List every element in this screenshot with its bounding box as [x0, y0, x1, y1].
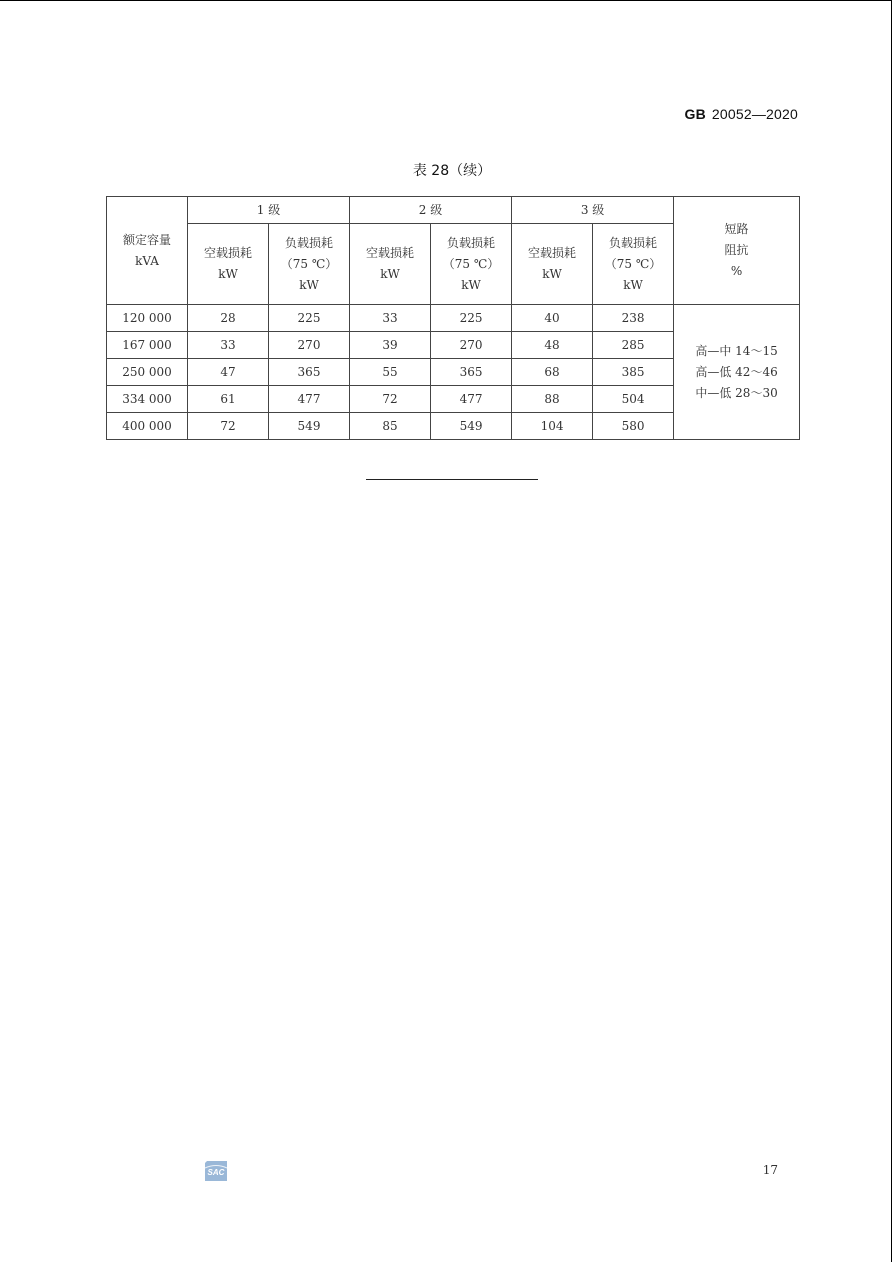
value-cell: 104	[512, 413, 593, 440]
value-cell: 504	[593, 386, 674, 413]
value-cell: 85	[350, 413, 431, 440]
value-cell: 225	[431, 305, 512, 332]
value-cell: 365	[431, 359, 512, 386]
value-cell: 477	[269, 386, 350, 413]
grade-2-header: 2 级	[350, 197, 512, 224]
value-cell: 28	[188, 305, 269, 332]
load-loss-header: 负载损耗 （75 ℃） kW	[269, 224, 350, 305]
no-load-loss-header: 空载损耗 kW	[188, 224, 269, 305]
value-cell: 72	[188, 413, 269, 440]
value-cell: 549	[431, 413, 512, 440]
impedance-header: 短路 阻抗 %	[674, 197, 800, 305]
value-cell: 48	[512, 332, 593, 359]
value-cell: 47	[188, 359, 269, 386]
no-load-loss-header: 空载损耗 kW	[350, 224, 431, 305]
rated-capacity-header: 额定容量 kVA	[107, 197, 188, 305]
value-cell: 33	[350, 305, 431, 332]
end-of-standard-line	[366, 479, 538, 480]
load-loss-header: 负载损耗 （75 ℃） kW	[431, 224, 512, 305]
standard-code	[685, 106, 798, 122]
loss-table	[106, 196, 800, 440]
value-cell: 72	[350, 386, 431, 413]
page-number: 17	[762, 1163, 778, 1177]
value-cell: 385	[593, 359, 674, 386]
sac-logo-text: SAC	[207, 1168, 225, 1177]
value-cell: 55	[350, 359, 431, 386]
value-cell: 225	[269, 305, 350, 332]
value-cell: 33	[188, 332, 269, 359]
value-cell: 270	[269, 332, 350, 359]
value-cell: 61	[188, 386, 269, 413]
table-title: 表 28（续）	[412, 163, 492, 179]
value-cell: 40	[512, 305, 593, 332]
value-cell: 580	[593, 413, 674, 440]
standard-prefix: GB	[684, 106, 706, 122]
impedance-high-low: 高—低 42～46	[695, 364, 778, 379]
top-border-line	[0, 0, 892, 1]
value-cell: 549	[269, 413, 350, 440]
value-cell: 477	[431, 386, 512, 413]
value-cell: 39	[350, 332, 431, 359]
capacity-cell: 400 000	[107, 413, 188, 440]
table-row	[107, 305, 800, 332]
impedance-mid-low: 中—低 28～30	[695, 385, 778, 400]
no-load-loss-header: 空载损耗 kW	[512, 224, 593, 305]
capacity-cell: 250 000	[107, 359, 188, 386]
impedance-high-mid: 高—中 14～15	[695, 343, 778, 358]
grade-1-header: 1 级	[188, 197, 350, 224]
impedance-cell	[674, 305, 800, 440]
grade-3-header: 3 级	[512, 197, 674, 224]
value-cell: 238	[593, 305, 674, 332]
value-cell: 88	[512, 386, 593, 413]
value-cell: 365	[269, 359, 350, 386]
capacity-cell: 334 000	[107, 386, 188, 413]
value-cell: 68	[512, 359, 593, 386]
load-loss-header: 负载损耗 （75 ℃） kW	[593, 224, 674, 305]
value-cell: 270	[431, 332, 512, 359]
sac-logo	[204, 1160, 228, 1182]
capacity-cell: 167 000	[107, 332, 188, 359]
capacity-cell: 120 000	[107, 305, 188, 332]
value-cell: 285	[593, 332, 674, 359]
standard-number: 20052—2020	[711, 106, 798, 122]
